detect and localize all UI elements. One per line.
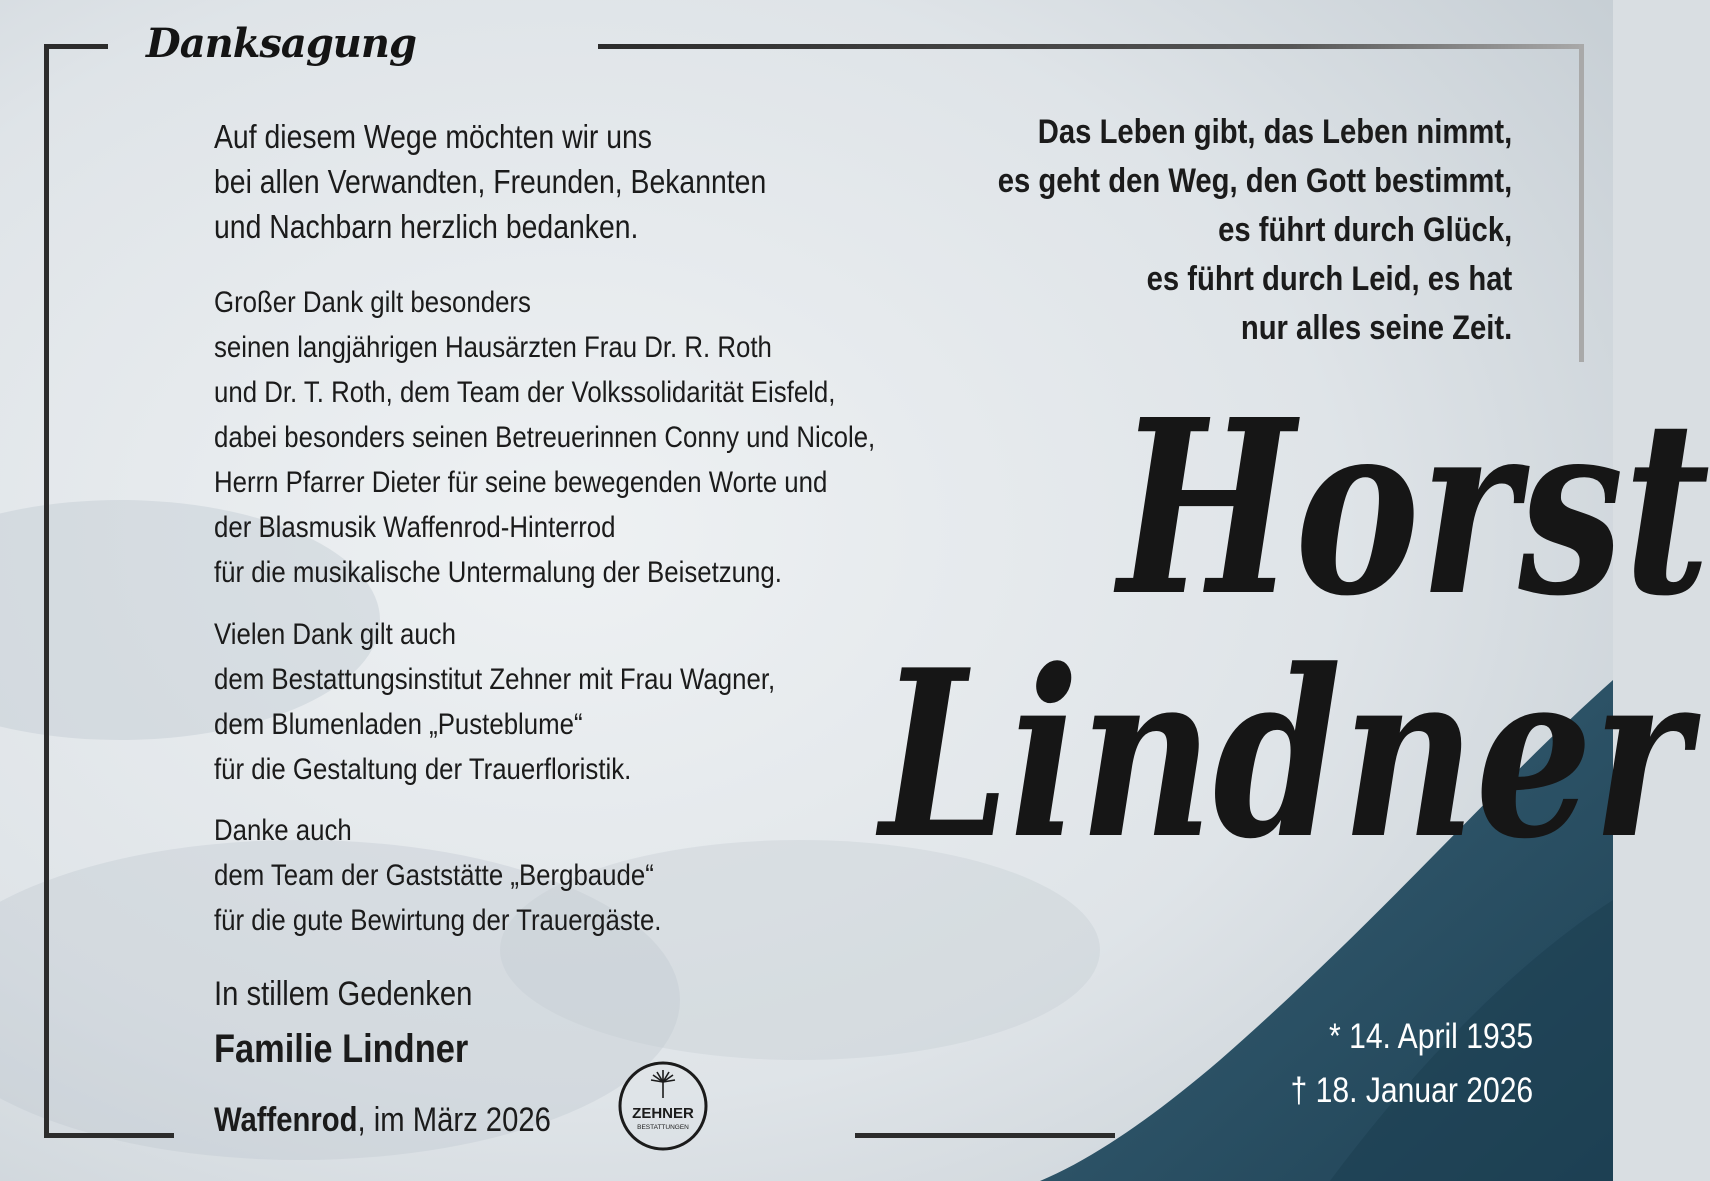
- frame-left-vertical: [44, 44, 49, 1138]
- poem-line: es führt durch Glück,: [1217, 211, 1512, 249]
- poem-line: es führt durch Leid, es hat: [1146, 260, 1512, 298]
- poem: [998, 108, 1512, 353]
- text-line: dem Blumenladen „Pusteblume“: [214, 708, 583, 741]
- text-line: und Nachbarn herzlich bedanken.: [214, 208, 639, 245]
- text-line: dem Bestattungsinstitut Zehner mit Frau Wagner,: [214, 663, 776, 696]
- text-line: Auf diesem Wege möchten wir uns: [214, 118, 652, 155]
- text-line: dem Team der Gaststätte „Bergbaude“: [214, 859, 654, 892]
- text-line: dabei besonders seinen Betreuerinnen Conny und Nicole,: [214, 421, 876, 454]
- text-line: für die musikalische Untermalung der Beisetzung.: [214, 556, 782, 589]
- closing-place: Waffenrod: [214, 1101, 358, 1139]
- heading-danksagung: Danksagung: [146, 20, 416, 67]
- text-line: für die gute Bewirtung der Trauergäste.: [214, 904, 662, 937]
- frame-top-left: [44, 44, 108, 49]
- poem-line: nur alles seine Zeit.: [1240, 309, 1512, 347]
- closing-date: , im März 2026: [357, 1101, 551, 1139]
- deceased-first-name: Horst: [1118, 367, 1710, 649]
- closing-remembrance: In stillem Gedenken: [214, 975, 473, 1013]
- birth-date: * 14. April 1935: [1328, 1017, 1533, 1056]
- text-line: der Blasmusik Waffenrod-Hinterrod: [214, 511, 616, 544]
- poem-line: es geht den Weg, den Gott bestimmt,: [997, 162, 1512, 200]
- text-line: Herrn Pfarrer Dieter für seine bewegenden Worte und: [214, 466, 828, 499]
- paragraph-thanks-doctors: [214, 280, 875, 595]
- zehner-logo: [617, 1060, 709, 1152]
- frame-right-vertical: [1579, 44, 1584, 362]
- text-line: Großer Dank gilt besonders: [214, 286, 531, 319]
- deceased-last-name: Lindner: [880, 620, 1690, 890]
- paragraph-intro: [214, 114, 766, 249]
- frame-bottom-left: [44, 1133, 174, 1138]
- text-line: bei allen Verwandten, Freunden, Bekannten: [214, 163, 767, 200]
- closing-family: Familie Lindner: [214, 1027, 469, 1071]
- death-date: † 18. Januar 2026: [1290, 1071, 1533, 1110]
- poem-line: Das Leben gibt, das Leben nimmt,: [1037, 113, 1512, 151]
- paragraph-thanks-undertaker: [214, 612, 775, 792]
- text-line: seinen langjährigen Hausärzten Frau Dr. R. Roth: [214, 331, 772, 364]
- text-line: Vielen Dank gilt auch: [214, 618, 456, 651]
- closing-place-date: [214, 1098, 551, 1142]
- logo-name: ZEHNER: [632, 1105, 694, 1122]
- text-line: und Dr. T. Roth, dem Team der Volkssolidarität Eisfeld,: [214, 376, 836, 409]
- logo-subtitle: BESTATTUNGEN: [637, 1124, 689, 1131]
- text-line: Danke auch: [214, 814, 352, 847]
- frame-top-right: [598, 44, 1584, 49]
- text-line: für die Gestaltung der Trauerfloristik.: [214, 753, 632, 786]
- frame-bottom-right: [855, 1133, 1115, 1138]
- paragraph-thanks-restaurant: [214, 808, 661, 943]
- life-dates: [1290, 1010, 1533, 1118]
- dandelion-icon: [651, 1070, 675, 1098]
